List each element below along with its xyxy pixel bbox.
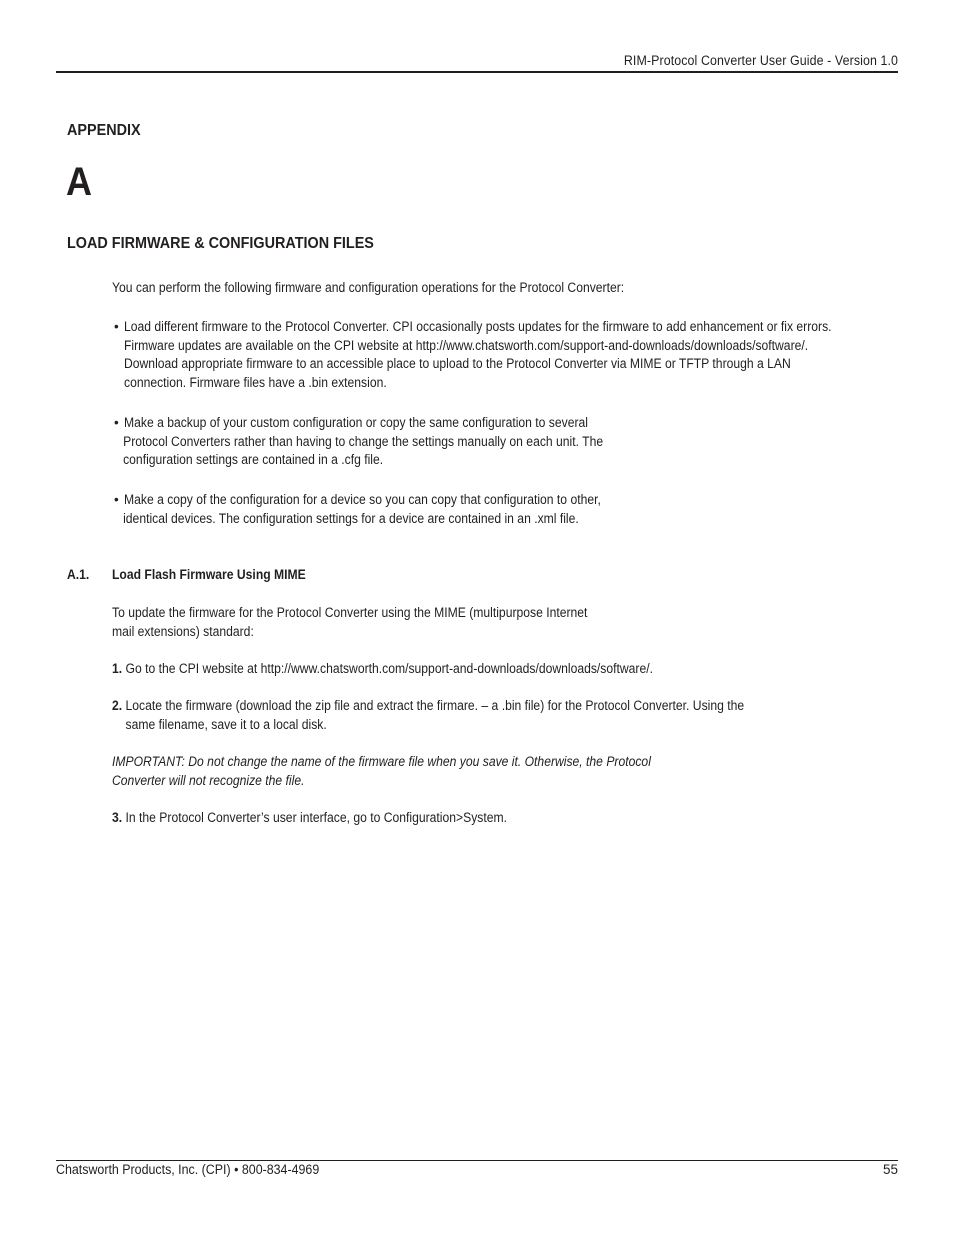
appendix-label: APPENDIX bbox=[67, 122, 141, 139]
step-text: In the Protocol Converter’s user interface, go to Configuration>System. bbox=[125, 810, 508, 825]
bullet-3 bbox=[124, 491, 601, 528]
bullet-symbol: • bbox=[114, 415, 119, 430]
bullet-3-line: identical devices. The configuration settings for a device are contained in an .xml file. bbox=[123, 510, 579, 526]
subsection-intro bbox=[112, 604, 587, 641]
header-title: RIM-Protocol Converter User Guide - Version 1.0 bbox=[623, 53, 898, 68]
bullet-2-line: Make a backup of your custom configuration or copy the same configuration to several bbox=[124, 415, 588, 430]
step-1 bbox=[112, 660, 653, 679]
step-2 bbox=[112, 697, 744, 734]
subsection-title: Load Flash Firmware Using MIME bbox=[112, 567, 306, 582]
step-3 bbox=[112, 809, 507, 828]
bullet-1-line: connection. Firmware files have a .bin extension. bbox=[124, 375, 387, 391]
bullet-symbol: • bbox=[114, 319, 119, 334]
appendix-letter: A bbox=[66, 160, 93, 204]
section-intro: You can perform the following firmware and configuration operations for the Protocol Converter: bbox=[112, 280, 625, 295]
section-title: LOAD FIRMWARE & CONFIGURATION FILES bbox=[67, 235, 374, 252]
step-number: 3. bbox=[112, 810, 123, 825]
header-rule bbox=[56, 71, 898, 73]
important-note bbox=[112, 753, 651, 790]
step-text: same filename, save it to a local disk. bbox=[125, 716, 327, 732]
important-note-line: Converter will not recognize the file. bbox=[112, 772, 305, 788]
bullet-symbol: • bbox=[114, 492, 119, 507]
bullet-2-line: Protocol Converters rather than having to change the settings manually on each unit. The bbox=[123, 433, 604, 449]
page-number: 55 bbox=[882, 1162, 898, 1177]
bullet-2 bbox=[124, 414, 603, 470]
important-note-line: IMPORTANT: Do not change the name of the firmware file when you save it. Otherwise, the Protocol bbox=[112, 754, 651, 769]
footer-company: Chatsworth Products, Inc. (CPI) • 800-834-4969 bbox=[56, 1162, 320, 1177]
bullet-2-line: configuration settings are contained in a .cfg file. bbox=[123, 452, 384, 468]
step-number: 2. bbox=[112, 698, 123, 713]
bullet-1-line: Download appropriate firmware to an accessible place to upload to the Protocol Converter via MIME or TFTP through a LAN bbox=[124, 356, 791, 372]
bullet-1 bbox=[124, 318, 832, 393]
subsection-intro-line: To update the firmware for the Protocol Converter using the MIME (multipurpose Internet bbox=[112, 605, 588, 620]
subsection-number: A.1. bbox=[67, 567, 90, 582]
footer-rule bbox=[56, 1160, 898, 1161]
subsection-intro-line: mail extensions) standard: bbox=[112, 623, 254, 639]
step-text: Go to the CPI website at http://www.chatsworth.com/support-and-downloads/downloads/software/. bbox=[125, 661, 653, 676]
bullet-1-line: Firmware updates are available on the CPI website at http://www.chatsworth.com/support-and-downloads/downloads/software/. bbox=[124, 337, 809, 353]
step-number: 1. bbox=[112, 661, 123, 676]
bullet-1-line: Load different firmware to the Protocol Converter. CPI occasionally posts updates for the firmware to add enhancement or fix errors. bbox=[124, 319, 832, 334]
bullet-3-line: Make a copy of the configuration for a device so you can copy that configuration to other, bbox=[124, 492, 601, 507]
step-text: Locate the firmware (download the zip file and extract the firmare. – a .bin file) for the Protocol Converter. Using the bbox=[125, 698, 745, 713]
